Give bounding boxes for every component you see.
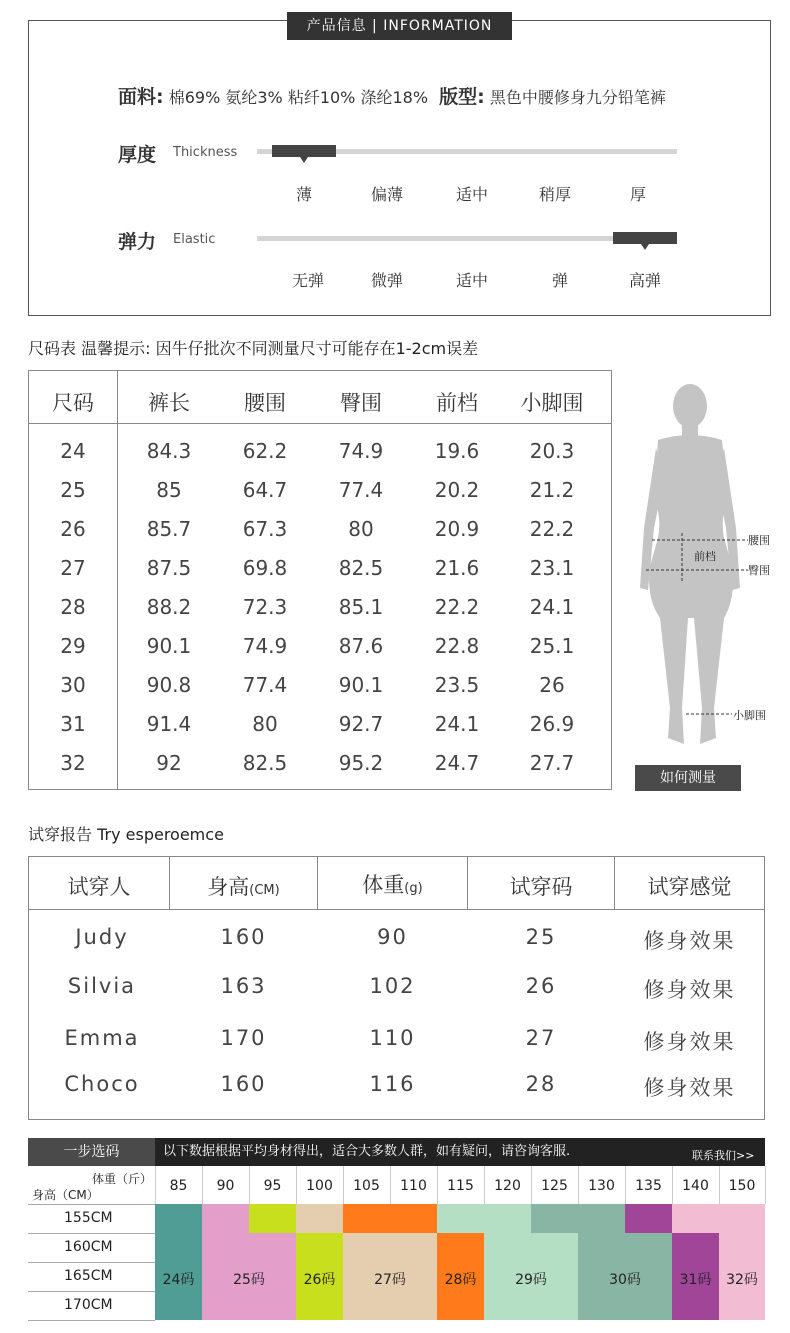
header-try-size: 试穿码 [509,875,573,899]
size-block-s26 [249,1204,296,1233]
tester-feel: 修身效果 [643,929,736,953]
elastic-marker [613,232,677,244]
measurement-cell: 77.4 [242,673,288,697]
rise-callout: 前档 [694,550,716,563]
tester-name: Judy [75,925,129,949]
elastic-option: 无弹 [291,271,324,290]
weight-value: 100 [306,1178,333,1194]
size-block-s31 [625,1204,672,1233]
weight-value: 85 [169,1178,188,1194]
thickness-option: 偏薄 [370,185,403,204]
tester-size: 28 [525,1072,557,1096]
measurement-cell: 84.3 [146,439,192,463]
size-block-s27 [296,1204,343,1233]
header-feel: 试穿感觉 [647,875,732,899]
grid-line [625,1166,626,1204]
size-cell: 27 [60,556,86,580]
weight-value: 130 [588,1178,615,1194]
elastic-option: 适中 [455,271,488,290]
measurement-cell: 21.6 [434,556,480,580]
grid-line [28,1262,155,1263]
size-chart [28,1138,765,1333]
size-cell: 32 [60,751,86,775]
size-cell: 30 [60,673,86,697]
measurement-cell: 20.9 [434,517,480,541]
grid-line [28,1320,155,1321]
grid-line [202,1166,203,1204]
tester-weight: 116 [369,1072,416,1096]
size-block-s28 [343,1204,437,1233]
tester-height: 163 [220,974,267,998]
tester-height: 160 [220,925,267,949]
height-value: 170CM [64,1297,113,1313]
size-chart-label: 29码 [515,1272,547,1288]
size-chart-label: 32码 [726,1272,758,1288]
grid-line [672,1166,673,1204]
measurement-cell: 80 [348,517,374,541]
size-chart-label: 27码 [374,1272,406,1288]
tester-size: 25 [525,925,557,949]
measurement-cell: 62.2 [242,439,288,463]
grid-line [484,1166,485,1204]
thickness-en-label: Thickness [173,145,238,160]
hip-callout: 臀围 [748,564,770,577]
fit-value: 黑色中腰修身九分铅笔裤 [489,88,666,107]
thickness-option: 适中 [455,185,488,204]
thickness-option: 厚 [629,185,646,204]
measurement-cell: 72.3 [242,595,288,619]
measurement-cell: 82.5 [242,751,288,775]
tester-feel: 修身效果 [643,1030,736,1054]
header-hip: 臀围 [340,391,382,415]
size-cell: 29 [60,634,86,658]
size-block-s24 [155,1204,202,1320]
fabric-label: 面料: [118,86,164,108]
size-chart-label: 26码 [303,1272,336,1288]
measurement-cell: 23.1 [529,556,575,580]
thickness-option: 稍厚 [538,185,571,204]
size-table-note: 尺码表 温馨提示: 因牛仔批次不同测量尺寸可能存在1-2cm误差 [28,339,479,358]
measurement-cell: 24.7 [434,751,480,775]
thickness-scale [264,182,684,204]
tester-feel: 修身效果 [643,978,736,1002]
tester-height: 160 [220,1072,267,1096]
measurement-cell: 90.8 [146,673,192,697]
weight-value: 110 [400,1178,427,1194]
size-chart-label: 30码 [609,1272,641,1288]
tester-weight: 110 [369,1026,416,1050]
try-report-title: 试穿报告 Try esperoemce [28,825,224,844]
measurement-cell: 23.5 [434,673,480,697]
try-report-table [28,856,765,1120]
grid-line [437,1166,438,1204]
size-cell: 26 [60,517,86,541]
measurement-cell: 95.2 [338,751,384,775]
measurement-cell: 22.2 [529,517,575,541]
measurement-cell: 25.1 [529,634,575,658]
grid-line [28,1291,155,1292]
measurement-cell: 24.1 [529,595,575,619]
weight-axis-label: 体重（斤） [92,1172,153,1186]
contact-link[interactable]: 联系我们>> [692,1149,755,1162]
elastic-option: 弹 [551,271,568,290]
weight-value: 115 [447,1178,474,1194]
grid-line [249,1166,250,1204]
header-height-label: 身高 [207,875,250,899]
elastic-en-label: Elastic [173,232,216,247]
header-height-unit: (CM) [249,883,280,898]
header-waist: 腰围 [244,391,286,415]
fit-label: 版型: [439,86,485,108]
weight-value: 95 [263,1178,282,1194]
height-value: 165CM [64,1268,113,1284]
measurement-cell: 88.2 [146,595,192,619]
fabric-value: 棉69% 氨纶3% 粘纤10% 涤纶18% [168,88,429,107]
measurement-cell: 74.9 [242,634,288,658]
thickness-pointer [300,157,308,163]
thickness-marker [272,145,336,157]
weight-value: 135 [635,1178,662,1194]
measurement-cell: 26.9 [529,712,575,736]
measurement-cell: 22.8 [434,634,480,658]
weight-value: 120 [494,1178,521,1194]
measurement-cell: 87.5 [146,556,192,580]
grid-line [765,1166,766,1204]
measurement-cell: 20.2 [434,478,480,502]
thickness-label: 厚度 [118,144,157,166]
header-divider [29,909,764,910]
size-cell: 31 [60,712,86,736]
grid-line [390,1166,391,1204]
measurement-cell: 24.1 [434,712,480,736]
weight-value: 125 [541,1178,568,1194]
measurement-cell: 26 [539,673,565,697]
elastic-option: 高弹 [628,271,661,290]
measurement-cell: 85.7 [146,517,192,541]
header-size: 尺码 [52,391,94,415]
elastic-label: 弹力 [118,231,157,253]
size-table [28,370,612,790]
tester-weight: 102 [369,974,416,998]
size-cell: 24 [60,439,86,463]
how-to-measure-button[interactable]: 如何测量 [635,765,741,791]
measurement-cell: 22.2 [434,595,480,619]
tester-name: Silvia [67,974,137,998]
grid-line [531,1166,532,1204]
step-label: 一步选码 [28,1138,155,1166]
grid-line [28,1204,155,1205]
header-weight-unit: (g) [404,881,423,896]
measurement-cell: 64.7 [242,478,288,502]
measurement-cell: 87.6 [338,634,384,658]
size-cell: 28 [60,595,86,619]
header-tester: 试穿人 [67,875,131,899]
header-weight [318,869,467,899]
measurement-cell: 90.1 [338,673,384,697]
size-block-s29 [437,1204,531,1233]
tester-name: Emma [64,1026,140,1050]
size-chart-label: 25码 [233,1272,265,1288]
fabric-row [118,82,666,109]
elastic-scale [268,268,688,290]
size-chart-label: 28码 [444,1272,477,1288]
height-axis-label: 身高（CM） [32,1188,99,1202]
size-block-s30 [531,1204,625,1233]
measurement-cell: 21.2 [529,478,575,502]
waist-callout: 腰围 [748,534,770,547]
measurement-cell: 92.7 [338,712,384,736]
size-chart-label: 31码 [679,1272,712,1288]
elastic-option: 微弹 [370,271,403,290]
measurement-cell: 85 [156,478,182,502]
tester-height: 170 [220,1026,267,1050]
size-table-header [29,387,613,417]
grid-line [343,1166,344,1204]
weight-value: 150 [728,1178,756,1194]
size-chart-banner: 以下数据根据平均身材得出，适合大多数人群，如有疑问，请咨询客服. [155,1138,765,1166]
weight-value: 140 [682,1178,709,1194]
product-info-title: 产品信息 | INFORMATION [287,12,512,40]
grid-line [155,1166,156,1204]
measurement-cell: 27.7 [529,751,575,775]
measurement-cell: 69.8 [242,556,288,580]
size-chart-label: 24码 [162,1272,195,1288]
measurement-cell: 74.9 [338,439,384,463]
measurement-cell: 92 [156,751,182,775]
thickness-option: 薄 [295,185,312,204]
measurement-cell: 91.4 [146,712,192,736]
measurement-cell: 77.4 [338,478,384,502]
grid-line [719,1166,720,1204]
measurement-cell: 67.3 [242,517,288,541]
weight-value: 105 [353,1178,380,1194]
tester-name: Choco [64,1072,140,1096]
header-weight-label: 体重 [362,873,405,897]
header-length: 裤长 [148,391,190,415]
measurement-cell: 85.1 [338,595,384,619]
weight-value: 90 [216,1178,235,1194]
tester-weight: 90 [377,925,408,949]
measurement-cell: 82.5 [338,556,384,580]
tester-size: 27 [525,1026,557,1050]
elastic-pointer [641,244,649,250]
measurement-cell: 80 [252,712,278,736]
ankle-callout: 小脚围 [733,709,766,722]
tester-size: 26 [525,974,557,998]
measurement-cell: 20.3 [529,439,575,463]
height-value: 155CM [64,1210,113,1226]
header-height [170,871,317,901]
header-divider [29,423,611,424]
grid-line [28,1233,155,1234]
header-ankle: 小脚围 [520,391,584,415]
grid-line [296,1166,297,1204]
header-rise: 前档 [436,391,478,415]
measurement-cell: 90.1 [146,634,192,658]
grid-line [578,1166,579,1204]
height-value: 160CM [64,1239,113,1255]
tester-feel: 修身效果 [643,1076,736,1100]
measurement-cell: 19.6 [434,439,480,463]
size-cell: 25 [60,478,86,502]
size-block-s32 [672,1204,765,1233]
